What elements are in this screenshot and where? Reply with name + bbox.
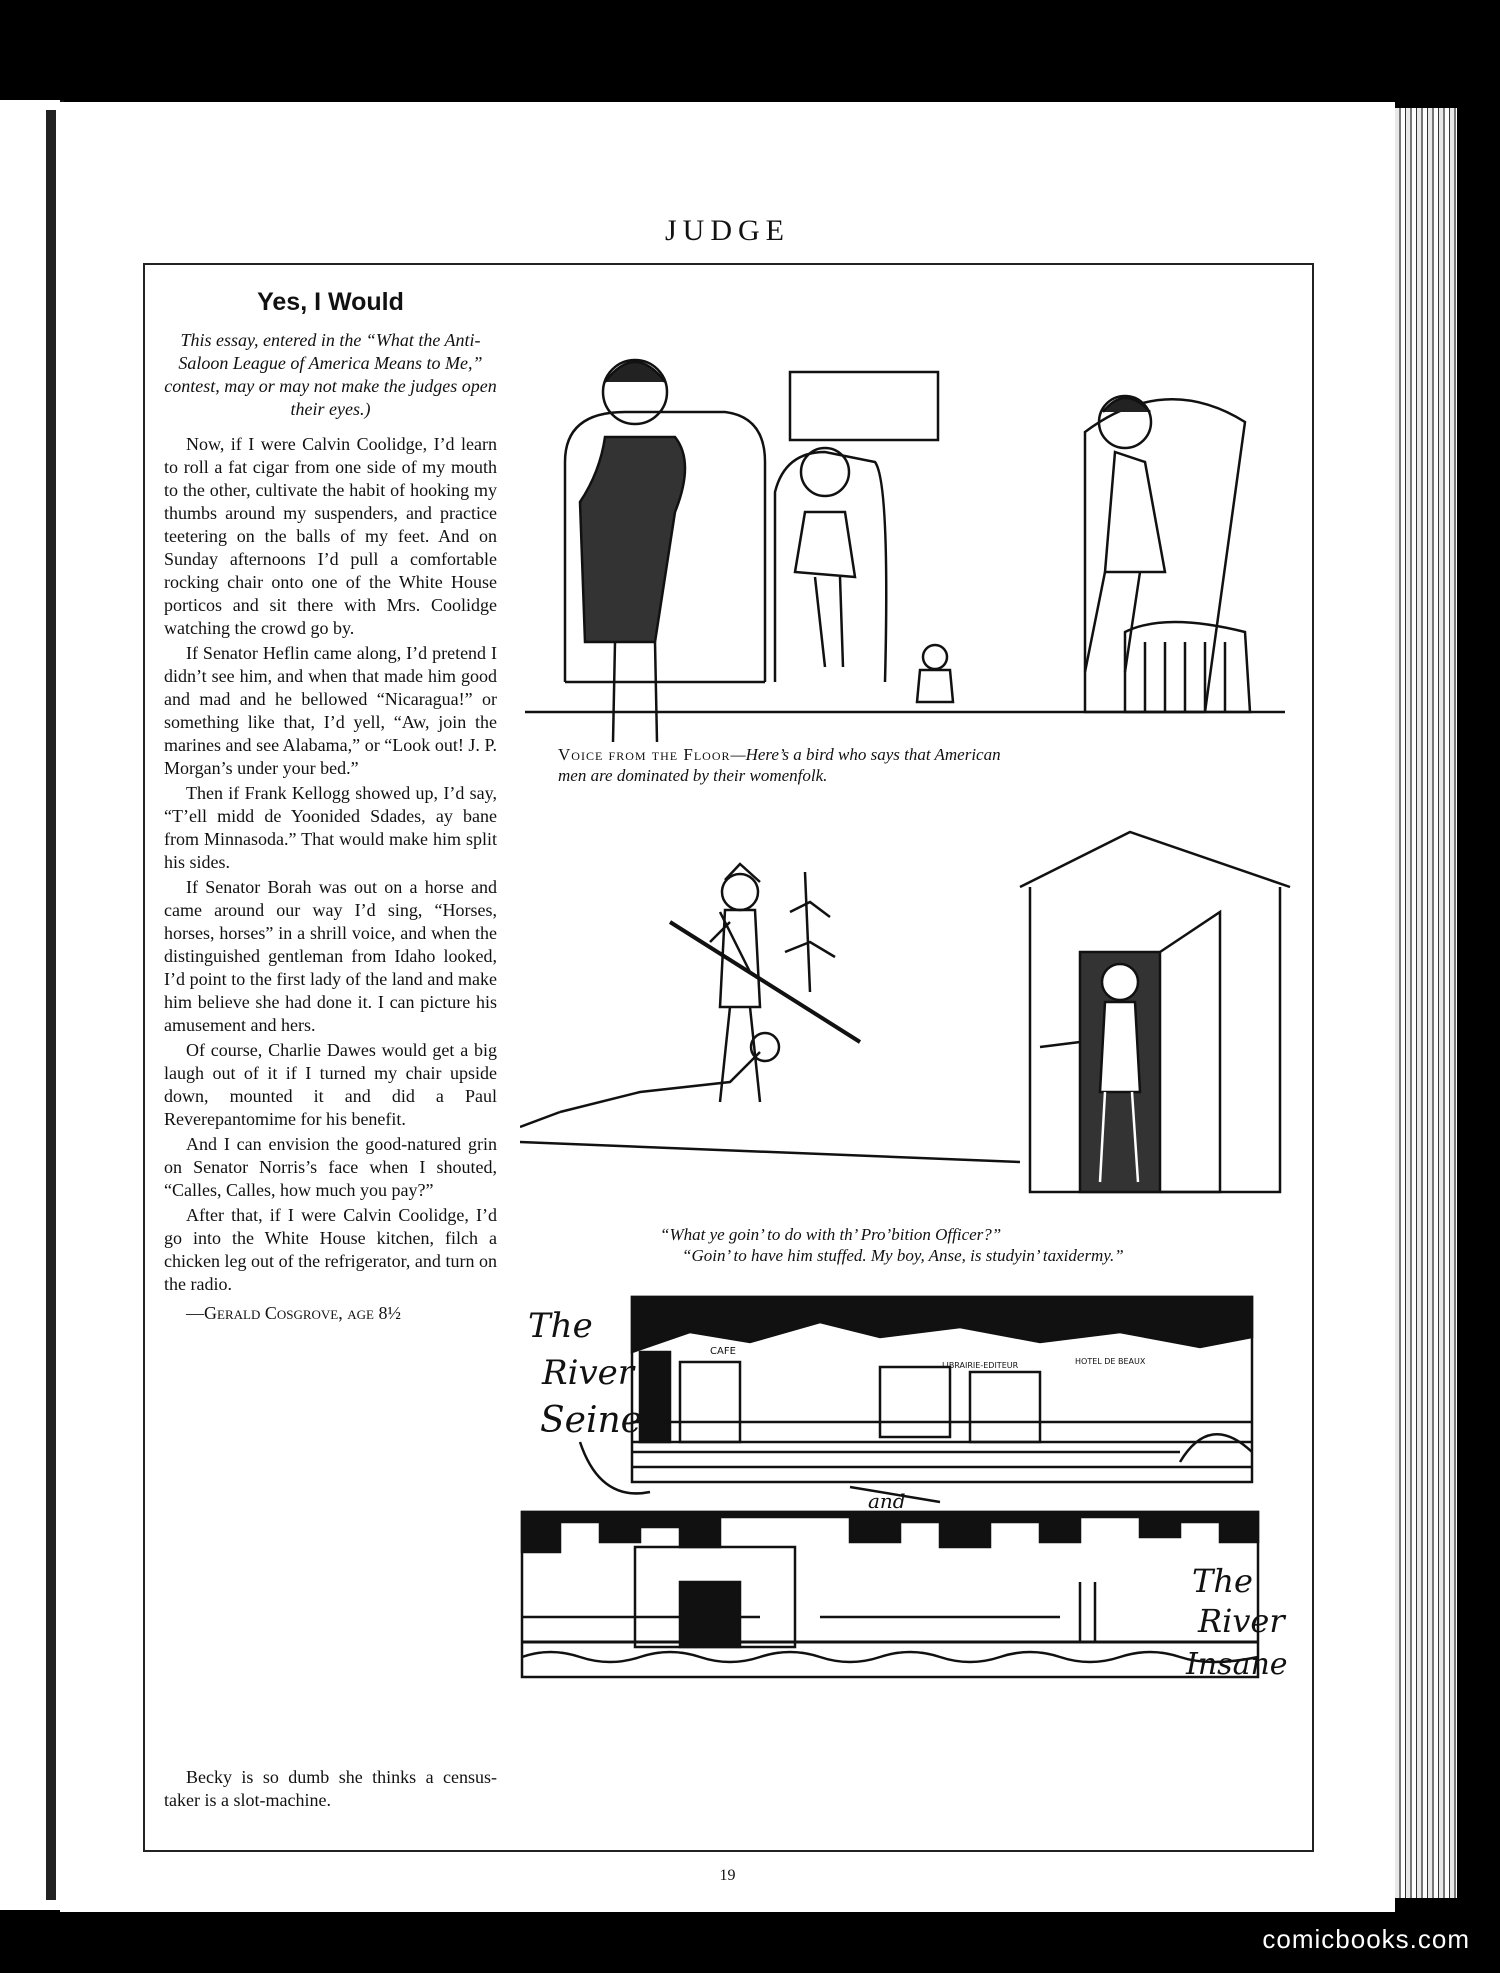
river-insane-label-insane: Insane [1186,1647,1288,1682]
masthead: JUDGE [665,214,790,247]
essay-intro: This essay, entered in the “What the Anti-Saloon League of America Means to Me,” contest, may or may not make the judges open their eyes.) [164,330,497,419]
cafe-sign: CAFE [710,1346,736,1357]
hotel-sign: HOTEL DE BEAUX [1075,1357,1146,1366]
connector-and-label: and [868,1489,906,1513]
watermark: comicbooks.com [1262,1924,1470,1954]
page-number: 19 [719,1867,736,1884]
essay-signature: —Gerald Cosgrove, age 8½ [186,1303,401,1323]
essay-paragraph: And I can envision the good-natured grin on Senator Norris’s face when I shouted, “Calles, Calles, how much you pay?” [164,1134,497,1200]
magazine-page [60,102,1395,1912]
cartoon1-caption-lead: Voice from the Floor [558,745,731,764]
librairie-sign: LIBRAIRIE-EDITEUR [942,1361,1019,1370]
page-stack-edges [1395,108,1457,1898]
essay-paragraph: If Senator Heflin came along, I’d pretend I didn’t see him, and when that made him good and mad and he bellowed “Nicaragua!” or something like that, I’d yell, “Aw, join the marines and see Alabama,” or “Look out! J. P. Morgan’s under your bed.” [164,643,497,778]
cartoon2-caption [660,1224,1210,1266]
river-insane-label-the: The [1192,1562,1253,1600]
river-seine-label-seine: Seine [540,1400,642,1441]
river-seine-label-river: River [542,1353,635,1393]
cartoon2-caption-line1: “What ye goin’ to do with th’ Pro’bition Officer?” [660,1225,1002,1244]
essay-paragraph: Of course, Charlie Dawes would get a big laugh out of it if I turned my chair upside down, mounted it and did a Paul Reverepantomime for his benefit. [164,1040,497,1129]
essay-paragraph: If Senator Borah was out on a horse and came around our way I’d sing, “Horses, horses, horses” in a shrill voice, and when the distinguished gentleman from Idaho looked, I’d point to the first lady of the land and make him believe she had done it. I can picture his amusement and hers. [164,877,497,1035]
essay-paragraph: Now, if I were Calvin Coolidge, I’d learn to roll a fat cigar from one side of my mouth to the other, cultivate the habit of hooking my thumbs around my suspenders, and practice teetering on the balls of my feet. And on Sunday afternoons I’d pull a comfortable rocking chair onto one of the White House porticos and sit there with Mrs. Coolidge watching the crowd go by. [164,434,497,638]
essay-paragraph: Then if Frank Kellogg showed up, I’d say, “T’ell midd de Yoonided Sdades, ay bane from Minnasoda.” That would make him split his sides. [164,783,497,872]
cartoon-river-seine-illustration [520,1292,1300,1682]
book-gutter [46,110,56,1900]
essay-paragraph: After that, if I were Calvin Coolidge, I’d go into the White House kitchen, filch a chicken leg out of the refrigerator, and turn on the radio. [164,1205,497,1294]
essay-title: Yes, I Would [257,288,404,316]
cartoon1-caption-text: —Here’s a bird who says that American men are dominated by their womenfolk. [558,745,1001,785]
joke-text: Becky is so dumb she thinks a census-taker is a slot-machine. [164,1767,497,1810]
joke-block [164,1766,497,1812]
cartoon1-caption [558,744,1018,786]
river-insane-label-river: River [1198,1602,1285,1640]
cartoon2-caption-line2: “Goin’ to have him stuffed. My boy, Anse, is studyin’ taxidermy.” [682,1246,1124,1265]
cartoon-moonshiner-illustration [520,792,1300,1212]
essay-column [164,288,497,1325]
cartoon-women-chairs-illustration [525,312,1295,752]
river-seine-label-the: The [528,1306,593,1346]
